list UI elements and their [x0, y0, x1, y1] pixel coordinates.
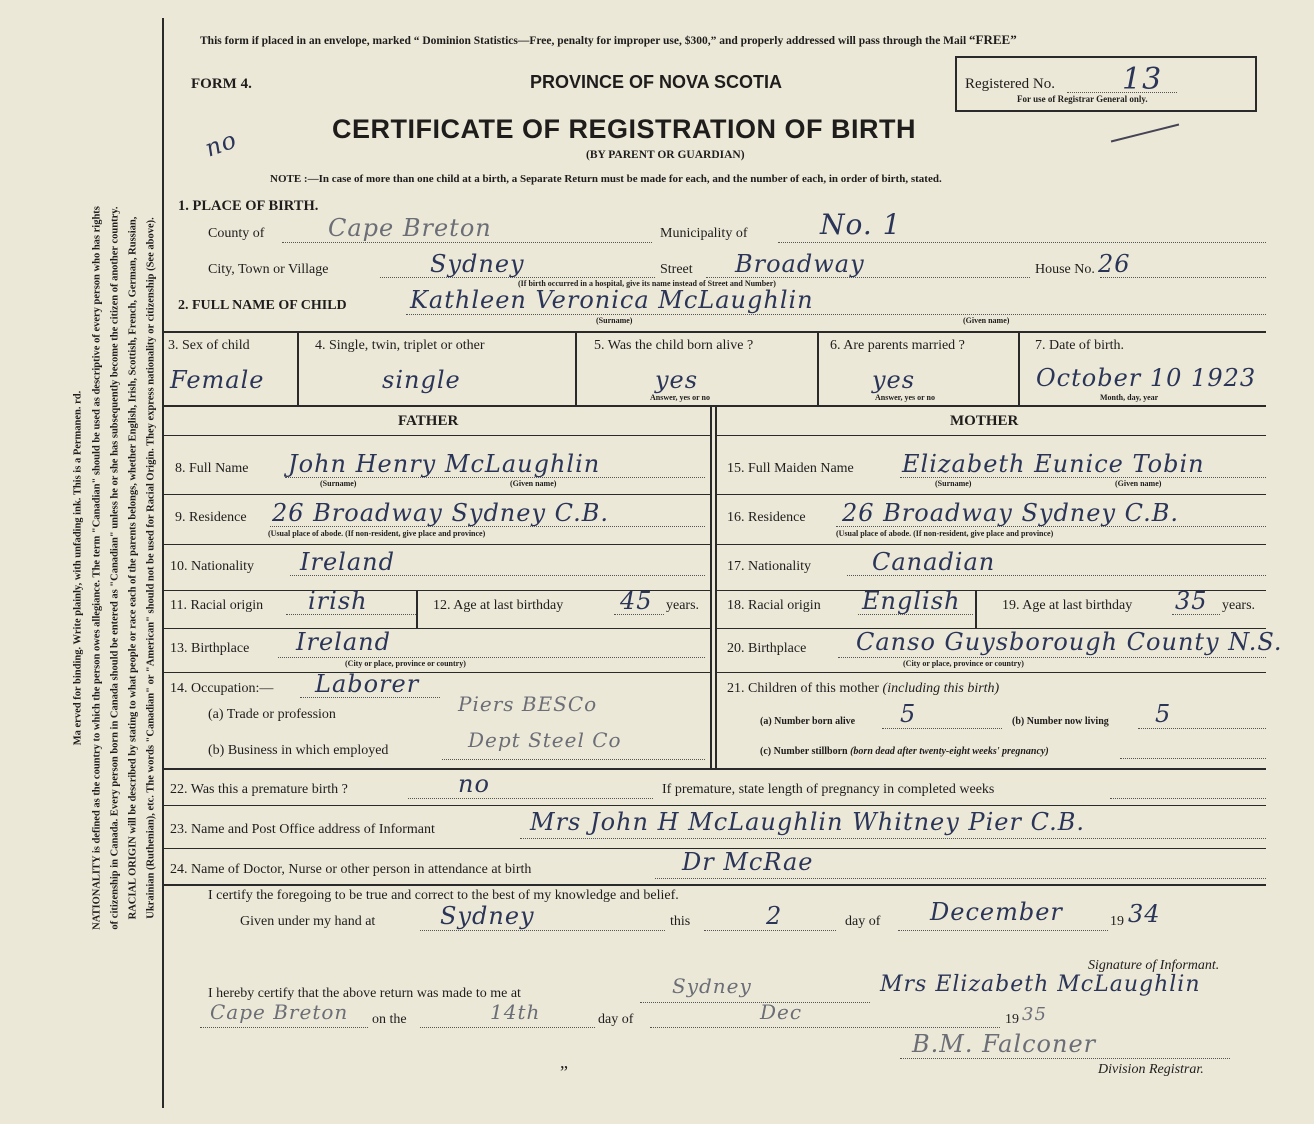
month-value: December [930, 898, 1063, 926]
father-residence-caption: (Usual place of abode. (If non-resident, give place and province) [268, 529, 486, 538]
registered-label: Registered No. [965, 76, 1055, 92]
mail-free: “FREE” [969, 32, 1017, 47]
given-place: Sydney [440, 902, 535, 930]
father-nationality-value: Ireland [300, 548, 395, 576]
sidebar-line: Ukrainian (Ruthenian), etc. The words "Canadian" or "American" should not be used for Racial Origin. They express nationality or citizenship (See above). [145, 216, 157, 919]
informant-signature-caption: Signature of Informant. [1088, 958, 1220, 973]
mother-birthplace-value: Canso Guysborough County N.S. [856, 628, 1283, 656]
registrar-day: 14th [490, 1000, 541, 1024]
city-label: City, Town or Village [208, 262, 329, 277]
mail-note: This form if placed in an envelope, marked “ Dominion Statistics—Free, penalty for improper use, $300,” and properly addressed will pass through the Mail [200, 35, 967, 47]
dob-value: October 10 1923 [1036, 364, 1257, 392]
registrar-year-prefix: 19 [1005, 1012, 1019, 1027]
mother-racial-label: 18. Racial origin [727, 598, 821, 613]
now-living-label: (b) Number now living [1012, 716, 1109, 727]
house-value: 26 [1098, 250, 1131, 278]
mother-years: years. [1222, 598, 1256, 613]
year-value: 34 [1128, 900, 1161, 928]
mother-heading: MOTHER [950, 413, 1019, 429]
dob-label: 7. Date of birth. [1035, 338, 1125, 353]
trade-label: (a) Trade or profession [208, 707, 336, 722]
mother-residence-label: 16. Residence [727, 510, 806, 525]
street-label: Street [660, 262, 693, 277]
informant-label: 23. Name and Post Office address of Informant [170, 822, 435, 837]
father-name-label: 8. Full Name [175, 461, 249, 476]
premature-length-label: If premature, state length of pregnancy in completed weeks [662, 782, 995, 797]
mother-residence-value: 26 Broadway Sydney C.B. [842, 499, 1180, 527]
child-name-label: 2. FULL NAME OF CHILD [178, 298, 347, 313]
day-label: day of [845, 914, 881, 929]
mother-birthplace-label: 20. Birthplace [727, 641, 807, 656]
instructions-sidebar [70, 20, 160, 1115]
sidebar-line: RACIAL ORIGIN will be described by stating to what people or race each of the parents belongs, whether English, Irish, Scottish, French, German, Russian, [127, 216, 139, 919]
form-number: FORM 4. [191, 76, 252, 92]
father-name-value: John Henry McLaughlin [288, 450, 601, 478]
city-value: Sydney [430, 250, 525, 278]
mother-age-value: 35 [1175, 587, 1208, 615]
sidebar-rule [162, 18, 164, 1108]
mother-surname-caption: (Surname) [935, 479, 972, 488]
hospital-note: (If birth occurred in a hospital, give its name instead of Street and Number) [518, 279, 776, 288]
registrar-use-note: For use of Registrar General only. [1017, 94, 1148, 104]
occupation-value: Laborer [315, 670, 420, 698]
father-racial-value: irish [308, 587, 368, 615]
certificate-subtitle: (BY PARENT OR GUARDIAN) [586, 149, 745, 161]
informant-signature: Mrs Elizabeth McLaughlin [880, 972, 1201, 997]
registrar-caption: Division Registrar. [1098, 1062, 1204, 1077]
mother-age-label: 19. Age at last birthday [1002, 598, 1133, 613]
registered-value: 13 [1122, 62, 1163, 97]
on-the-label: on the [372, 1012, 407, 1027]
children-label: 21. Children of this mother [727, 681, 880, 696]
mother-nationality-value: Canadian [872, 548, 996, 576]
premature-value: no [458, 770, 490, 798]
born-alive-label: (a) Number born alive [760, 716, 856, 727]
mother-residence-caption: (Usual place of abode. (If non-resident, give place and province) [836, 529, 1054, 538]
mother-birthplace-caption: (City or place, province or country) [903, 659, 1024, 668]
father-age-label: 12. Age at last birthday [433, 598, 564, 613]
trade-value: Piers BESCo [458, 692, 598, 716]
child-surname-caption: (Surname) [596, 316, 633, 325]
mother-nationality-label: 17. Nationality [727, 559, 811, 574]
born-alive-value: 5 [900, 700, 917, 728]
now-living-value: 5 [1155, 700, 1172, 728]
father-birthplace-label: 13. Birthplace [170, 641, 250, 656]
sidebar-line: NATIONALITY is defined as the country to which the person owes allegiance. The term "Canadian" should be used as descriptive of every person who has rights [91, 205, 103, 930]
alive-caption: Answer, yes or no [650, 393, 711, 402]
father-heading: FATHER [398, 413, 459, 429]
father-surname-caption: (Surname) [320, 479, 357, 488]
registrar-year: 35 [1022, 1004, 1047, 1025]
sex-value: Female [170, 366, 265, 394]
father-nationality-label: 10. Nationality [170, 559, 254, 574]
alive-label: 5. Was the child born alive ? [594, 338, 754, 353]
business-value: Dept Steel Co [468, 728, 622, 752]
sidebar-line: of citizenship in Canada. Every person born in Canada should be entered as "Canadian" unless he or she has subsequently become the citizen of another country. [109, 205, 121, 930]
note-text: NOTE :—In case of more than one child at a birth, a Separate Return must be made for each, and the number of each, in order of birth, stated. [270, 173, 942, 185]
married-label: 6. Are parents married ? [830, 338, 965, 353]
informant-value: Mrs John H McLaughlin Whitney Pier C.B. [530, 808, 1085, 836]
premature-label: 22. Was this a premature birth ? [170, 782, 348, 797]
father-birthplace-caption: (City or place, province or country) [345, 659, 466, 668]
street-value: Broadway [735, 250, 865, 278]
plurality-label: 4. Single, twin, triplet or other [315, 338, 485, 353]
sidebar-line: Ma erved for binding. Write plainly, with unfading ink. This is a Permanen. rd. [72, 390, 84, 745]
mother-given-caption: (Given name) [1115, 479, 1162, 488]
dob-caption: Month, day, year [1100, 393, 1159, 402]
father-birthplace-value: Ireland [296, 628, 391, 656]
registered-box [955, 56, 1257, 112]
occupation-label: 14. Occupation:— [170, 681, 274, 696]
child-name-value: Kathleen Veronica McLaughlin [410, 286, 814, 314]
alive-value: yes [655, 366, 699, 394]
registrar-county: Cape Breton [210, 1000, 349, 1024]
this-label: this [670, 914, 691, 929]
registrar-place: Sydney [672, 974, 752, 998]
municipality-label: Municipality of [660, 226, 748, 241]
certificate-title: CERTIFICATE OF REGISTRATION OF BIRTH [332, 114, 916, 144]
child-given-caption: (Given name) [963, 316, 1010, 325]
registrar-day-of: day of [598, 1012, 634, 1027]
married-value: yes [872, 366, 916, 394]
mother-name-label: 15. Full Maiden Name [727, 461, 854, 476]
house-label: House No. [1035, 262, 1095, 277]
father-age-value: 45 [620, 587, 653, 615]
father-years: years. [666, 598, 700, 613]
place-heading: 1. PLACE OF BIRTH. [178, 198, 319, 214]
given-label: Given under my hand at [240, 914, 376, 929]
county-value: Cape Breton [328, 214, 492, 242]
pen-tick-mark [1111, 124, 1179, 143]
father-residence-value: 26 Broadway Sydney C.B. [272, 499, 610, 527]
sex-label: 3. Sex of child [168, 338, 250, 353]
plurality-value: single [382, 366, 461, 394]
mother-name-value: Elizabeth Eunice Tobin [902, 450, 1205, 478]
mother-racial-value: English [862, 587, 961, 615]
father-racial-label: 11. Racial origin [170, 598, 264, 613]
doctor-value: Dr McRae [682, 848, 814, 876]
ditto-mark: ” [560, 1062, 568, 1082]
day-value: 2 [766, 902, 783, 930]
business-label: (b) Business in which employed [208, 743, 389, 758]
stillborn-italic: (born dead after twenty-eight weeks' pregnancy) [850, 746, 1049, 757]
municipality-value: No. 1 [820, 208, 902, 241]
children-italic: (including this birth) [882, 681, 1000, 696]
married-caption: Answer, yes or no [875, 393, 936, 402]
father-residence-label: 9. Residence [175, 510, 247, 525]
certify-statement: I certify the foregoing to be true and correct to the best of my knowledge and belief. [208, 888, 679, 903]
doctor-label: 24. Name of Doctor, Nurse or other person in attendance at birth [170, 862, 532, 877]
margin-note: no [201, 125, 241, 163]
registrar-month: Dec [760, 1000, 803, 1024]
father-given-caption: (Given name) [510, 479, 557, 488]
registrar-statement: I hereby certify that the above return was made to me at [208, 986, 521, 1001]
year-prefix: 19 [1110, 914, 1124, 929]
stillborn-label: (c) Number stillborn [760, 746, 848, 757]
registrar-signature: B.M. Falconer [912, 1030, 1097, 1058]
county-label: County of [208, 226, 265, 241]
province-title: PROVINCE OF NOVA SCOTIA [530, 72, 783, 92]
